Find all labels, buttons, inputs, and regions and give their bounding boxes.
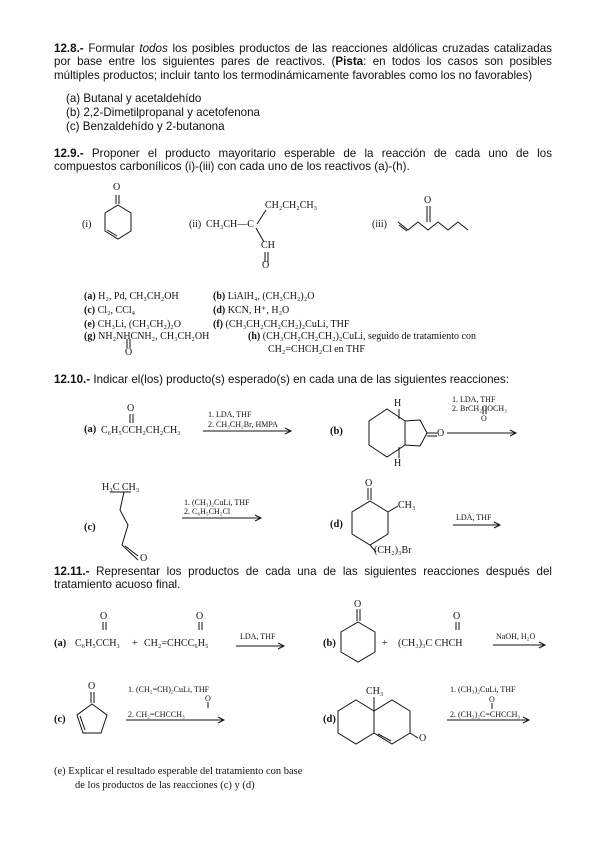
reaction-label: (d): [323, 714, 336, 725]
reactant-formula: CH₂=CHCC₆H₅: [144, 638, 209, 649]
skeletal-ketone-structure: [398, 206, 468, 231]
exercise-12-8-statement: 12.8.- Formular todos los posibles productos de las reacciones aldólicas cruzadas catalizadas por base entre los siguientes pares de reactivos. (Pista: en todos los casos son posibles múltiples productos; incluir tanto los termodinámicamente favorables como los no favorables): [54, 42, 552, 82]
reactant-formula: (CH₃)₃C CHCH: [398, 638, 463, 649]
reaction-label: (b): [323, 638, 336, 649]
reaction-label: (d): [330, 519, 343, 530]
reagent-item: (f) (CH₃CH₂CH₂CH₂)₂CuLi, THF: [213, 319, 350, 330]
reagent-item: (g) NH₂NHCNH₂, CH₃CH₂OH: [84, 331, 210, 342]
methyl-label: CH₃: [398, 500, 416, 511]
aldehyde-propyl-group: CH₂CH₂CH₃: [265, 200, 318, 211]
condition-text: 2. CH₂=CHCCH₃: [128, 710, 185, 719]
exercise-number: 12.8.-: [54, 42, 84, 55]
exercise-12-11-statement: 12.11.- Representar los productos de cada una de las siguientes reacciones después del tratamiento acuoso final.: [54, 565, 552, 592]
angular-methyl-label: CH₃: [366, 686, 384, 697]
substrate-formula: C₆H₅CCH₂CH₂CH₃: [101, 425, 181, 436]
exercise-12-9-statement: 12.9.- Proponer el producto mayoritario esperable de la reacción de cada uno de los compuestos carbonílicos (i)-(iii) con cada uno de los reactivos (a)-(h).: [54, 147, 552, 174]
reagent-item: (d) KCN, H⁺, H₂O: [213, 305, 290, 316]
aldehyde-oxygen: O: [453, 611, 461, 622]
reaction-label: (b): [330, 426, 343, 437]
reagent-oxygen: O: [205, 694, 211, 703]
aldehyde-oxygen: O: [262, 260, 270, 271]
reagent-item: CH₂=CHCH₂Cl en THF: [268, 344, 365, 355]
question-e-line: (e) Explicar el resultado esperable del tratamiento con base: [54, 766, 303, 777]
bromopropyl-chain: (CH₂)₃Br: [374, 545, 412, 556]
condition-text: 1. LDA, THF: [208, 410, 252, 419]
condition-text: 2. CH₃CH₂Br, HMPA: [208, 420, 278, 429]
reactant-formula: C₆H₅CCH₃: [75, 638, 120, 649]
compound-label: (ii): [189, 219, 202, 230]
reagent-oxygen: O: [489, 695, 495, 704]
condition-text: NaOH, H₂O: [496, 632, 536, 641]
carbonyl-oxygen: O: [196, 611, 204, 622]
reagent-oxygen: O: [481, 414, 487, 423]
condition-text: 1. LDA, THF: [452, 395, 496, 404]
ketone-oxygen: O: [437, 428, 445, 439]
question-e-line: de los productos de las reacciones (c) y (d): [75, 780, 255, 791]
aldehyde-main-chain: CH₃CH—C: [206, 219, 254, 230]
reaction-label: (c): [84, 522, 96, 533]
condition-text: LDA, THF: [240, 632, 276, 641]
condition-text: 1. (CH₃)₂CuLi, THF: [450, 685, 516, 694]
reagent-item: (c) Cl₂, CCl₄: [84, 305, 136, 316]
exercise-12-8-item: (b) 2,2-Dimetilpropanal y acetofenona: [66, 106, 260, 119]
condition-text: 1. (CH₂=CH)₂CuLi, THF: [128, 685, 210, 694]
compound-label: (iii): [372, 219, 387, 230]
reagent-item: (h) (CH₃CH₂CH₂CH₂)₂CuLi, seguido de tratamiento con: [248, 331, 476, 342]
carbonyl-oxygen: O: [113, 182, 121, 193]
hydrogen-label: H: [394, 398, 402, 409]
reagent-oxygen: O: [125, 347, 133, 358]
exercise-12-8-item: (a) Butanal y acetaldehído: [66, 92, 202, 105]
aldehyde-structure: [256, 210, 268, 262]
aldehyde-ch: CH: [261, 240, 275, 251]
reagent-item: (a) H₂, Pd, CH₃CH₂OH: [84, 291, 179, 302]
plus-sign: +: [382, 638, 388, 649]
reaction-label: (a): [54, 638, 67, 649]
exercise-12-10-statement: 12.10.- Indicar el(los) producto(s) esperado(s) en cada una de las siguientes reacciones:: [54, 373, 510, 386]
hint-label: Pista: [335, 55, 364, 69]
ketone-oxygen: O: [365, 478, 373, 489]
condition-text: 1. (CH₃)₂CuLi, THF: [184, 498, 250, 507]
cyclohexenone-structure: [105, 195, 131, 239]
aldehyde-oxygen: O: [140, 553, 148, 564]
condition-text: LDA, THF: [456, 513, 492, 522]
exercise-number: 12.9.-: [54, 147, 84, 160]
reagent-item: (e) CH₃Li, (CH₃CH₂)₂O: [84, 319, 181, 330]
reagent-item: (b) LiAlH₄, (CH₃CH₂)₂O: [213, 291, 315, 302]
carbonyl-oxygen: O: [127, 403, 135, 414]
exercise-number: 12.10.-: [54, 373, 91, 386]
carbonyl-oxygen: O: [100, 611, 108, 622]
gem-dimethyl-label: H₃C CH₃: [102, 482, 140, 493]
condition-text: 2. C₆H₅CH₂Cl: [184, 507, 231, 516]
ketone-oxygen: O: [88, 681, 96, 692]
condition-text: 2. BrCH₂COCH₃: [452, 404, 507, 413]
exercise-12-8-item: (c) Benzaldehído y 2-butanona: [66, 120, 225, 133]
enone-oxygen: O: [419, 733, 427, 744]
condition-text: 2. (CH₃)₂C=CHCCH₃: [450, 710, 521, 719]
ketone-oxygen: O: [354, 599, 362, 610]
compound-label: (i): [82, 219, 92, 230]
ketone-oxygen: O: [424, 195, 432, 206]
exercise-number: 12.11.-: [54, 565, 90, 578]
hydrogen-label: H: [394, 458, 402, 469]
plus-sign: +: [132, 638, 138, 649]
reaction-label: (c): [54, 714, 66, 725]
reaction-label: (a): [84, 424, 97, 435]
